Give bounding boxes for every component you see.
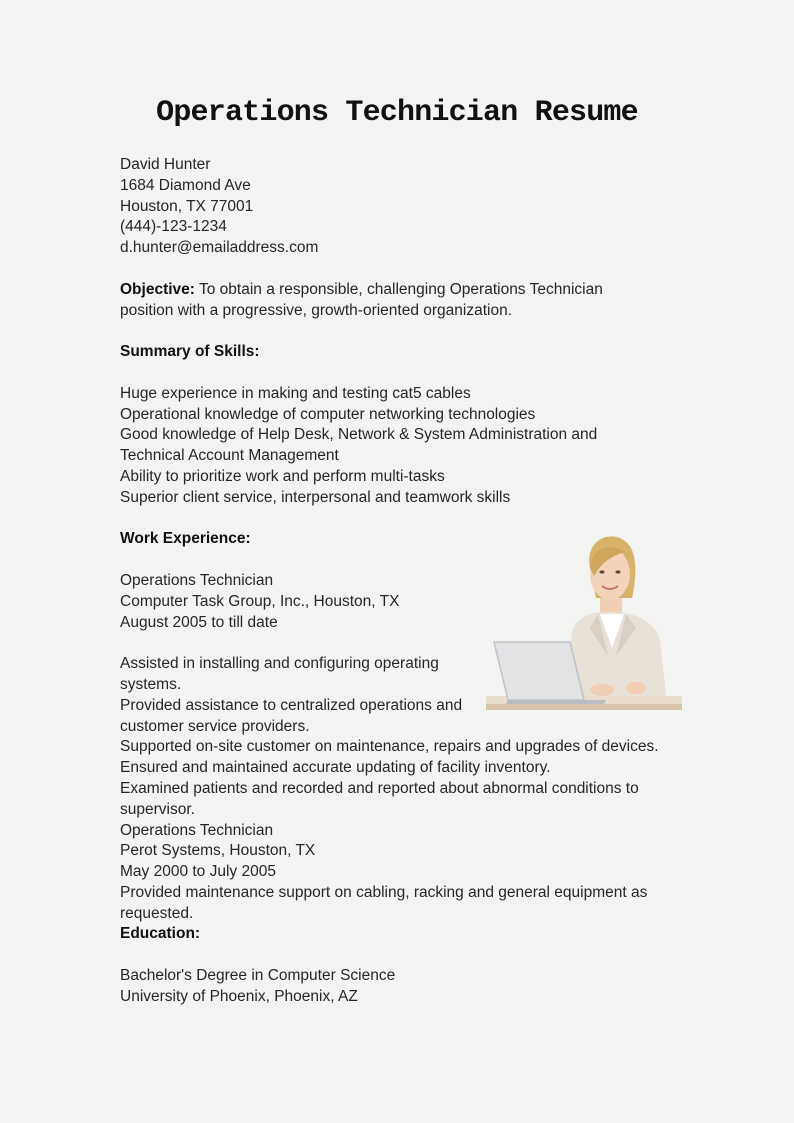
experience-heading: Work Experience: [120, 530, 251, 548]
objective-text: To obtain a responsible, challenging Operations Technician [198, 280, 603, 298]
contact-city: Houston, TX 77001 [120, 197, 254, 215]
job1-duty: customer service providers. [120, 717, 310, 735]
job1-duty: Assisted in installing and configuring operating [120, 655, 439, 673]
job2-duty: Provided maintenance support on cabling, racking and general equipment as [120, 883, 648, 901]
job1-duty: Examined patients and recorded and reported about abnormal conditions to [120, 779, 639, 797]
contact-email: d.hunter@emailaddress.com [120, 239, 319, 257]
education-school: University of Phoenix, Phoenix, AZ [120, 987, 358, 1005]
laptop-shape [494, 642, 584, 700]
job1-title: Operations Technician [120, 571, 274, 589]
skill-item: Good knowledge of Help Desk, Network & System Administration and [120, 426, 598, 444]
job1-duty: Provided assistance to centralized operations and [120, 696, 463, 714]
job2-title: Operations Technician [120, 821, 274, 839]
contact-name: David Hunter [120, 156, 211, 173]
job2-company: Perot Systems, Houston, TX [120, 842, 316, 860]
skill-item: Superior client service, interpersonal and teamwork skills [120, 488, 511, 506]
job1-dates: August 2005 to till date [120, 613, 278, 631]
job1-company: Computer Task Group, Inc., Houston, TX [120, 592, 400, 610]
skill-item: Ability to prioritize work and perform multi-tasks [120, 467, 445, 485]
job1-duty: supervisor. [120, 800, 195, 818]
education-heading: Education: [120, 925, 201, 943]
objective-label: Objective: [120, 280, 195, 298]
page-title: Operations Technician Resume [156, 96, 638, 130]
skill-item: Huge experience in making and testing cat5 cables [120, 384, 471, 402]
businesswoman-with-laptop-photo [486, 528, 682, 716]
skills-heading: Summary of Skills: [120, 343, 260, 361]
skill-item: Technical Account Management [120, 447, 339, 465]
job1-duty: Ensured and maintained accurate updating of facility inventory. [120, 759, 551, 777]
skill-item: Operational knowledge of computer networking technologies [120, 405, 536, 423]
job2-duty: requested. [120, 904, 194, 922]
education-degree: Bachelor's Degree in Computer Science [120, 967, 396, 985]
contact-phone: (444)-123-1234 [120, 218, 227, 236]
objective-line-2: position with a progressive, growth-oriented organization. [120, 301, 513, 319]
contact-address: 1684 Diamond Ave [120, 176, 251, 194]
job1-duty: systems. [120, 675, 182, 693]
job1-duty: Supported on-site customer on maintenance, repairs and upgrades of devices. [120, 738, 659, 756]
job2-dates: May 2000 to July 2005 [120, 863, 276, 881]
objective-line-1 [120, 280, 680, 301]
